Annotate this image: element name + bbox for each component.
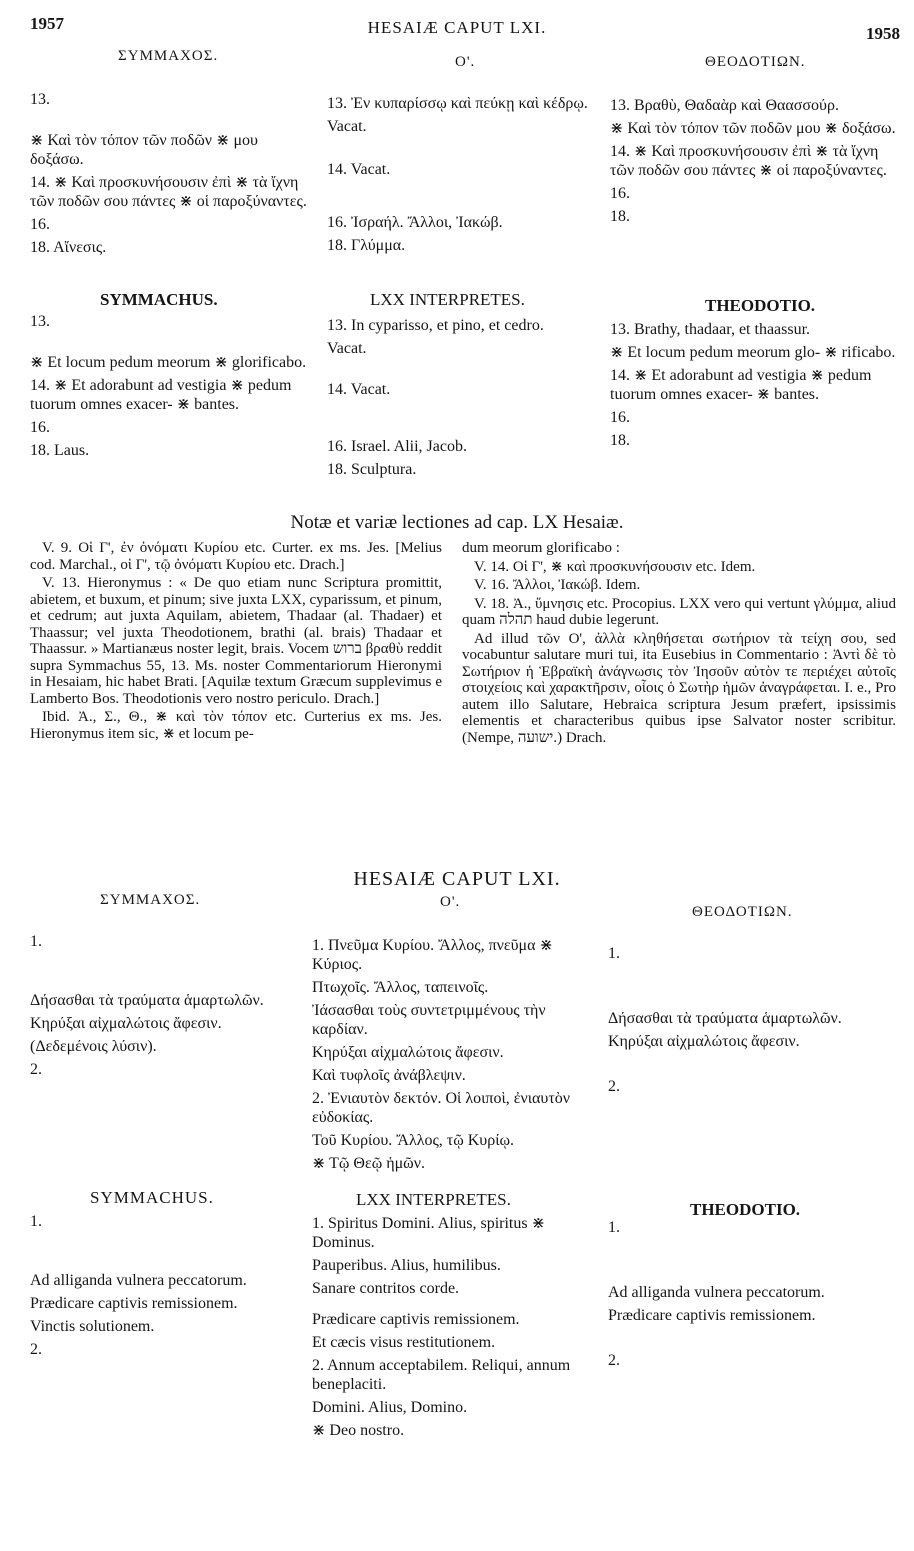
notes-title: Notæ et variæ lectiones ad cap. LX Hesaiæ. <box>290 512 624 533</box>
verse-line: 16. Ἰσραήλ. Ἄλλοι, Ἰακώβ. <box>327 214 503 231</box>
verse-line: Domini. Alius, Domino. <box>312 1399 468 1416</box>
verse-line: 1. Spiritus Domini. Alius, spiritus ⋇ Dominus. <box>312 1215 545 1251</box>
symmachus-greek-column <box>30 90 308 261</box>
notes-left-column <box>30 540 442 744</box>
theodotion-greek-column <box>610 96 900 230</box>
theodotion-greek-head: ΘΕΟΔΟΤΙΩΝ. <box>692 904 793 920</box>
verse-line: 16. <box>610 409 630 426</box>
note-paragraph: V. 9. Οἱ Γ', ἐν ὀνόματι Κυρίου etc. Curter. ex ms. Jes. [Melius cod. Marchal., οἱ Γ', τῷ ὀνόματι Κυρίου etc. Drach.] <box>30 540 442 573</box>
note-paragraph: Ad illud τῶν O', ἀλλὰ κληθήσεται σωτήριον τὰ τείχη σου, sed vocabuntur salutare muri tui, ita Eusebius in Commentario : Ἀντὶ δὲ τὸ Σωτήριον ἡ Ἑβραϊκὴ ἀνάγνωσις τὸν Ἰησοῦν αὐτὸν τε περιέχει αὐτοῖς στοιχείοις καὶ χαρακτῆρσιν, οἷοις ὁ Σωτὴρ ἡμῶν ἀναγράφεται. I. e., Pro autem illo Salutare, Hebraica scriptura Jesum præfert, ipsissimis elementis et characteribus quibus ipse Salvator noster scribitur. (Nempe, ישועה.) Drach. <box>462 630 896 746</box>
verse-line: 14. ⋇ Καὶ προσκυνήσουσιν ἐπὶ ⋇ τὰ ἴχνη τῶν ποδῶν σου πάντες ⋇ οἱ παροξύναντες. <box>610 143 887 179</box>
verse-line: 18. <box>610 208 630 225</box>
verse-line: 13. Brathy, thadaar, et thaassur. <box>610 321 811 338</box>
lxx-latin-head: LXX INTERPRETES. <box>370 290 525 309</box>
verse-line: ⋇ Τῷ Θεῷ ἡμῶν. <box>312 1155 425 1172</box>
symmachus-latin-head: SYMMACHUS. <box>100 290 218 309</box>
theodotion-greek-column <box>608 944 898 1100</box>
verse-line: Ad alliganda vulnera peccatorum. <box>608 1284 825 1301</box>
verse-line: 1. <box>30 1213 42 1230</box>
verse-line: Ad alliganda vulnera peccatorum. <box>30 1272 247 1289</box>
verse-line: 2. Annum acceptabilem. Reliqui, annum beneplaciti. <box>312 1357 571 1393</box>
verse-line: Δήσασθαι τὰ τραύματα ἁμαρτωλῶν. <box>30 992 264 1009</box>
verse-line: 18. Αἴνεσις. <box>30 239 107 256</box>
note-paragraph: V. 18. Ἀ., ὕμνησις etc. Procopius. LXX vero qui vertunt γλύμμα, aliud quam תהלה haud dubie legerunt. <box>462 595 896 628</box>
verse-line: Καὶ τυφλοῖς ἀνάβλεψιν. <box>312 1067 466 1084</box>
verse-line: 18. <box>610 432 630 449</box>
verse-line: 14. ⋇ Καὶ προσκυνήσουσιν ἐπὶ ⋇ τὰ ἴχνη τῶν ποδῶν σου πάντες ⋇ οἱ παροξύναντες. <box>30 174 307 210</box>
verse-line: Πτωχοῖς. Ἄλλος, ταπεινοῖς. <box>312 979 489 996</box>
note-paragraph: Ibid. Ἀ., Σ., Θ., ⋇ καὶ τὸν τόπον etc. Curterius ex ms. Jes. Hieronymus item sic, ⋇ et locum pe- <box>30 709 442 742</box>
verse-line: Vacat. <box>327 118 367 135</box>
lxx-greek-column <box>327 94 593 259</box>
verse-line: Prædicare captivis remissionem. <box>312 1311 520 1328</box>
verse-line: 18. Sculptura. <box>327 461 417 478</box>
verse-line: Δήσασθαι τὰ τραύματα ἁμαρτωλῶν. <box>608 1010 842 1027</box>
verse-line: ⋇ Et locum pedum meorum glo- ⋇ rificabo. <box>610 344 896 361</box>
verse-line: 14. ⋇ Et adorabunt ad vestigia ⋇ pedum tuorum omnes exacer- ⋇ bantes. <box>610 367 872 403</box>
verse-line: 16. <box>30 216 50 233</box>
verse-line: 13. <box>30 313 50 330</box>
lxx-greek-head: O'. <box>455 54 476 70</box>
symmachus-greek-head: ΣΥΜΜΑΧΟΣ. <box>100 892 201 908</box>
verse-line: Τοῦ Κυρίου. Ἄλλος, τῷ Κυρίῳ. <box>312 1132 515 1149</box>
verse-line: 13. In cyparisso, et pino, et cedro. <box>327 317 544 334</box>
verse-line: Sanare contritos corde. <box>312 1280 460 1297</box>
verse-line: 14. Vacat. <box>327 161 391 178</box>
verse-line: Ἰάσασθαι τοὺς συντετριμμένους τὴν καρδίαν. <box>312 1002 546 1038</box>
verse-line: Vinctis solutionem. <box>30 1318 155 1335</box>
verse-line: ⋇ Deo nostro. <box>312 1422 405 1439</box>
theodotion-latin-column <box>608 1218 898 1374</box>
verse-line: 18. Laus. <box>30 442 90 459</box>
note-paragraph: V. 16. Ἄλλοι, Ἰακώβ. Idem. <box>474 577 641 593</box>
theodotion-latin-head: THEODOTIO. <box>690 1200 801 1219</box>
running-title: HESAIÆ CAPUT LXI. <box>367 18 547 37</box>
verse-line: Κηρύξαι αἰχμαλώτοις ἄφεσιν. <box>30 1015 222 1032</box>
theodotion-latin-column <box>610 320 900 454</box>
verse-line: 1. <box>30 933 42 950</box>
verse-line: 2. <box>30 1341 42 1358</box>
verse-line: 13. Ἐν κυπαρίσσῳ καὶ πεύκῃ καὶ κέδρῳ. <box>327 95 588 112</box>
verse-line: 1. <box>608 945 620 962</box>
lxx-latin-head: LXX INTERPRETES. <box>356 1190 511 1209</box>
verse-line: Pauperibus. Alius, humilibus. <box>312 1257 501 1274</box>
verse-line: 2. <box>608 1078 620 1095</box>
verse-line: 2. <box>30 1061 42 1078</box>
symmachus-latin-column <box>30 1212 302 1363</box>
verse-line: Et cæcis visus restitutionem. <box>312 1334 496 1351</box>
verse-line: 13. Βραθὺ, Θαδαὰρ καὶ Θαασσούρ. <box>610 97 839 114</box>
lxx-latin-column <box>327 316 593 483</box>
verse-line: 2. Ἐνιαυτὸν δεκτόν. Οἱ λοιποὶ, ἐνιαυτὸν εὐδοκίας. <box>312 1090 570 1126</box>
page-number-right: 1958 <box>866 24 900 43</box>
lxx-greek-column <box>312 936 594 1177</box>
verse-line: 14. Vacat. <box>327 381 391 398</box>
verse-line: 16. <box>610 185 630 202</box>
verse-line: Vacat. <box>327 340 367 357</box>
symmachus-latin-head: SYMMACHUS. <box>90 1188 214 1207</box>
verse-line: 14. ⋇ Et adorabunt ad vestigia ⋇ pedum tuorum omnes exacer- ⋇ bantes. <box>30 377 292 413</box>
verse-line: (Δεδεμένοις λύσιν). <box>30 1038 157 1055</box>
theodotion-latin-head: THEODOTIO. <box>705 296 816 315</box>
verse-line: 2. <box>608 1352 620 1369</box>
verse-line: 1. Πνεῦμα Κυρίου. Ἄλλος, πνεῦμα ⋇ Κύριος. <box>312 937 553 973</box>
verse-line: 16. <box>30 419 50 436</box>
lxx-latin-column <box>312 1214 594 1444</box>
verse-line: Prædicare captivis remissionem. <box>608 1307 816 1324</box>
verse-line: 18. Γλύμμα. <box>327 237 406 254</box>
note-paragraph: dum meorum glorificabo : <box>462 540 620 556</box>
symmachus-greek-column <box>30 932 302 1083</box>
verse-line: Prædicare captivis remissionem. <box>30 1295 238 1312</box>
symmachus-greek-head: ΣΥΜΜΑΧΟΣ. <box>118 48 219 64</box>
note-paragraph: V. 13. Hieronymus : « De quo etiam nunc Scriptura promittit, abietem, et buxum, et pinum; sive juxta LXX, cyparissum, et pinum, et cedrum; aut juxta Aquilam, abietem, Thadaar (al. Thadaer) et Thaassur; vel juxta Theodotionem, brathi (al. brais) Thadaar et Thaassur. » Martianæus noster legit, brais. Vocem ברוש βραθὺ reddit supra Symmachus 55, 13. Ms. noster Commentariorum Hieronymi in Hesaiam, hic habet Brati. [Aquilæ textum Græcum supplevimus e Lamberto Bos. Theodotionis vero nostro periculo. Drach.] <box>30 575 443 707</box>
verse-line: ⋇ Καὶ τὸν τόπον τῶν ποδῶν μου ⋇ δοξάσω. <box>610 120 896 137</box>
page-number-left: 1957 <box>30 14 64 33</box>
verse-line: ⋇ Et locum pedum meorum ⋇ glorificabo. <box>30 354 307 371</box>
verse-line: 13. <box>30 91 50 108</box>
verse-line: Κηρύξαι αἰχμαλώτοις ἄφεσιν. <box>312 1044 504 1061</box>
chapter-title: HESAIÆ CAPUT LXI. <box>353 868 561 890</box>
verse-line: 16. Israel. Alii, Jacob. <box>327 438 467 455</box>
notes-right-column <box>462 540 896 748</box>
verse-line: Κηρύξαι αἰχμαλώτοις ἄφεσιν. <box>608 1033 800 1050</box>
lxx-greek-head: O'. <box>440 894 461 910</box>
theodotion-greek-head: ΘΕΟΔΟΤΙΩΝ. <box>705 54 806 70</box>
verse-line: ⋇ Καὶ τὸν τόπον τῶν ποδῶν ⋇ μου δοξάσω. <box>30 132 258 168</box>
verse-line: 1. <box>608 1219 620 1236</box>
symmachus-latin-column <box>30 312 308 464</box>
note-paragraph: V. 14. Οἱ Γ', ⋇ καὶ προσκυνήσουσιν etc. Idem. <box>474 558 756 575</box>
